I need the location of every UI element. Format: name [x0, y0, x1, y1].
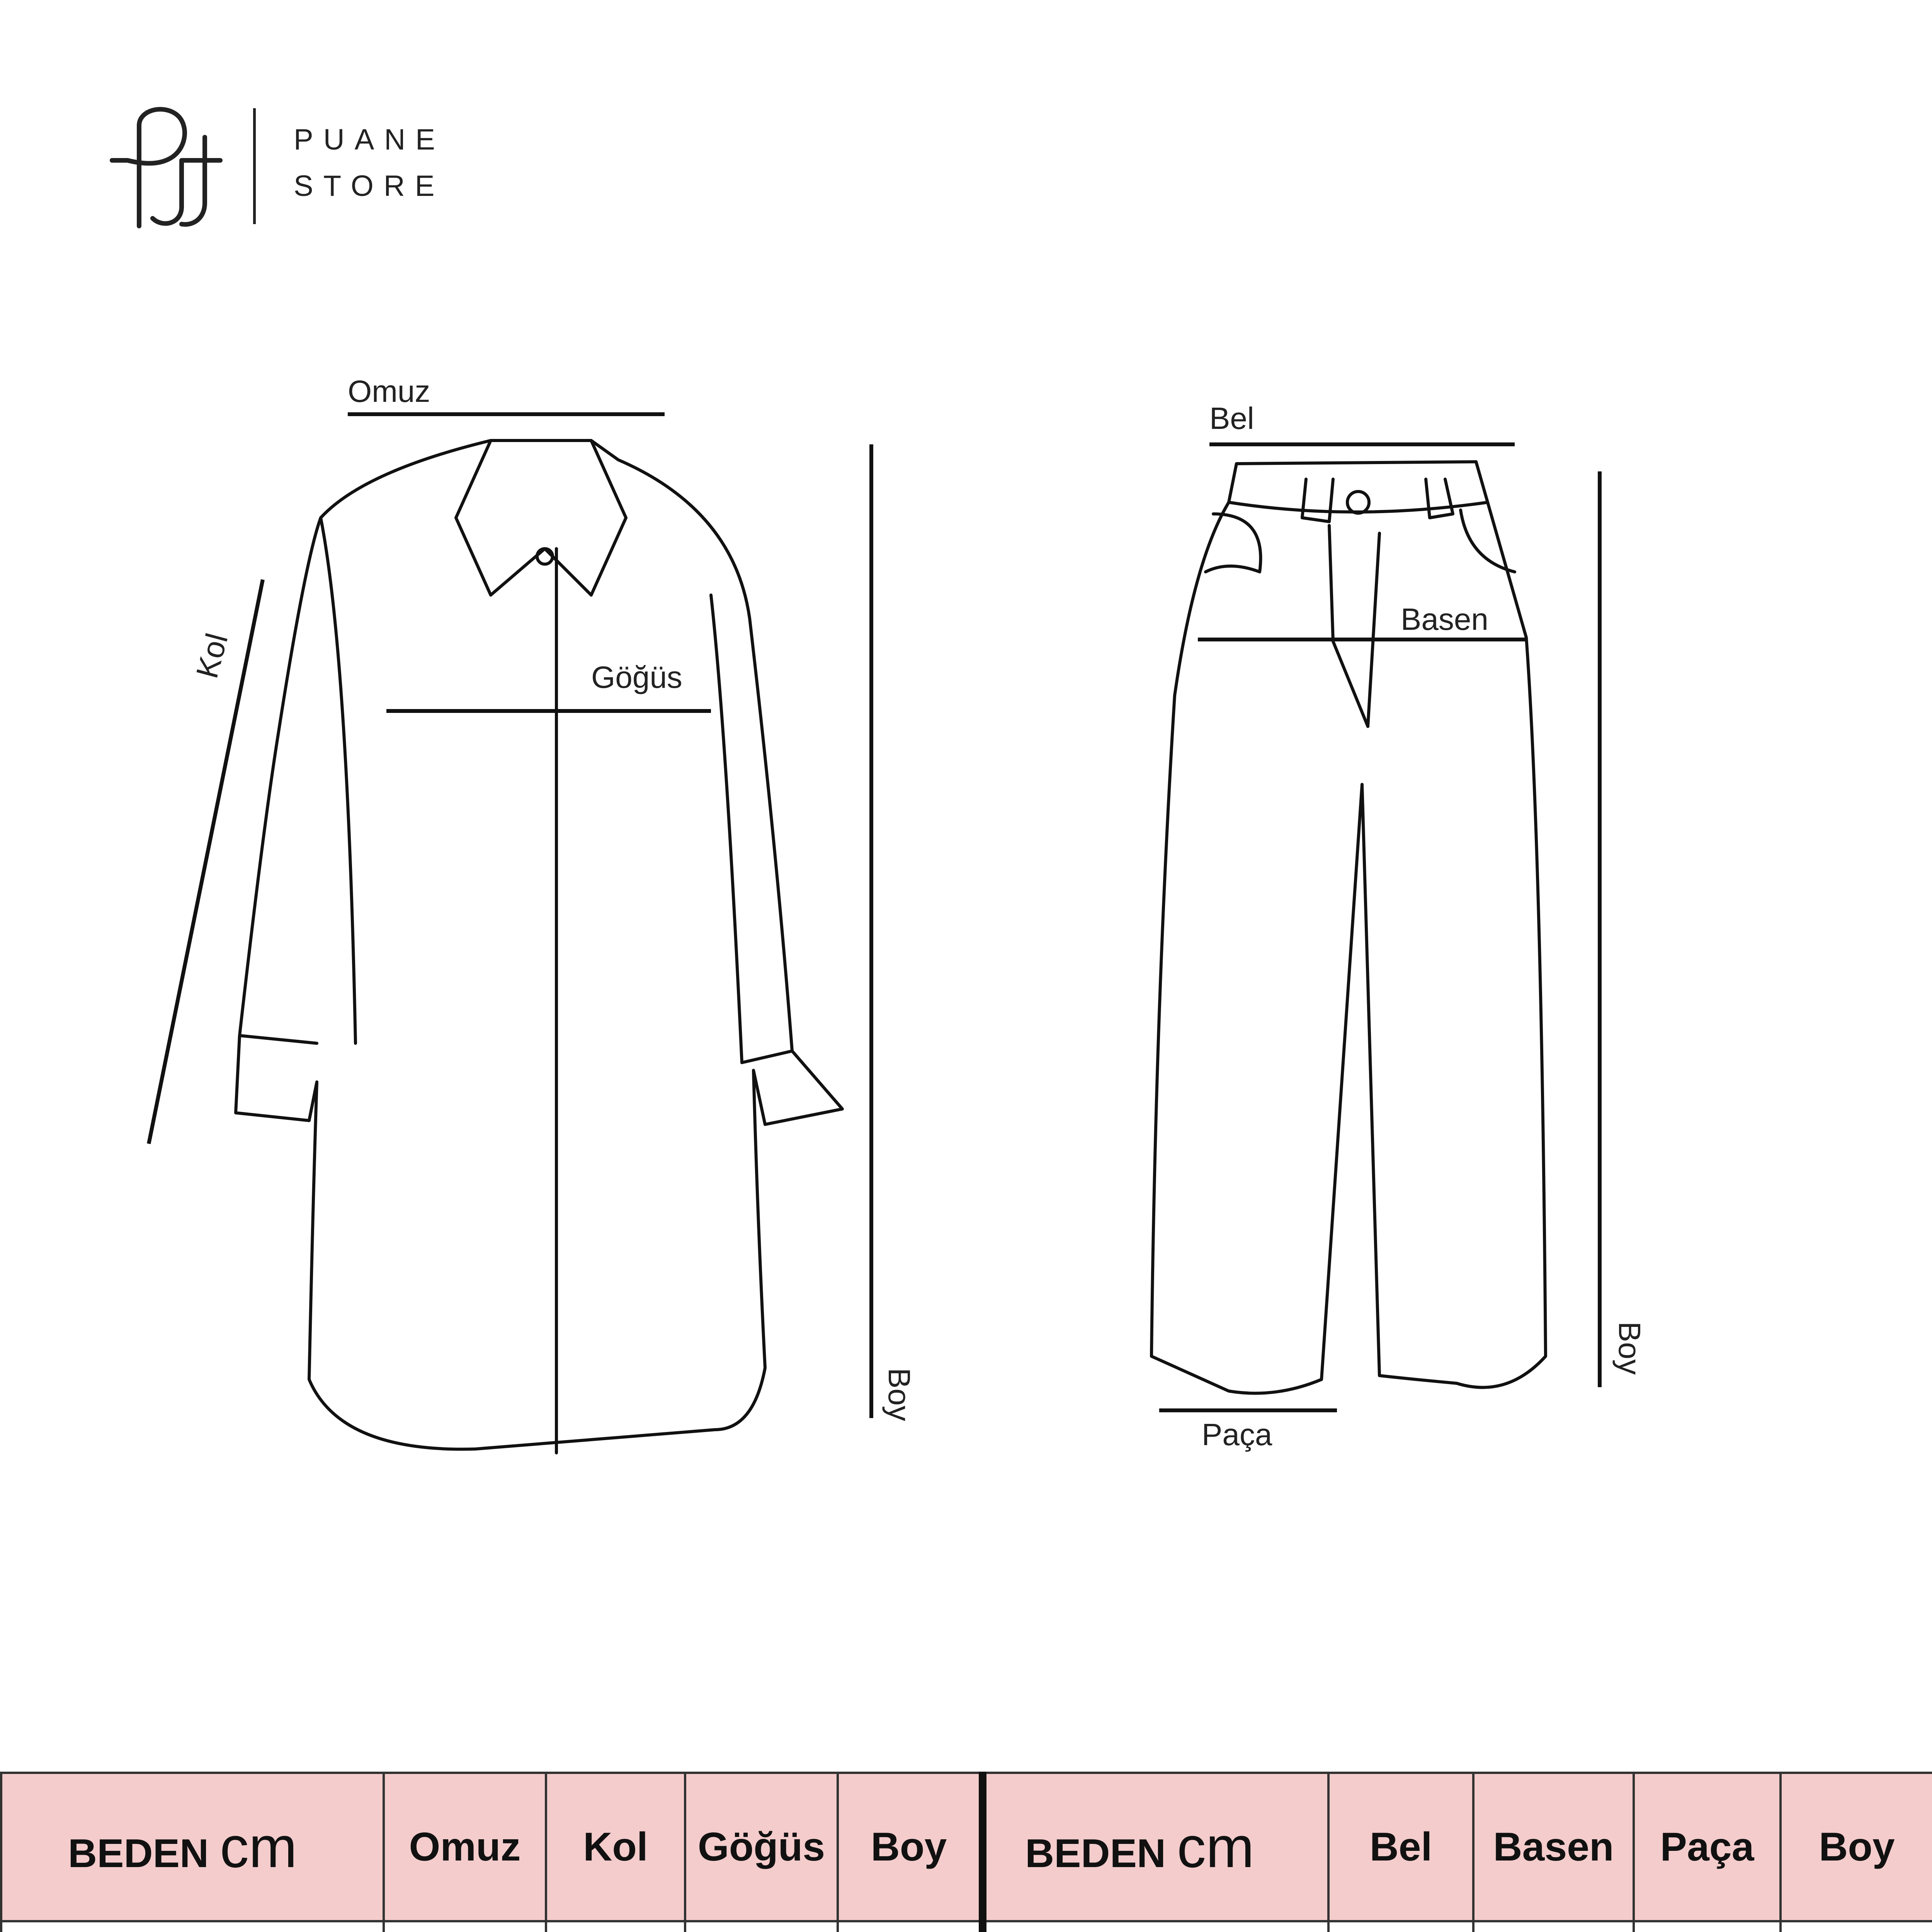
size-cell — [983, 1921, 1328, 1932]
paca-label: Paça — [1202, 1417, 1272, 1452]
pants-drawing — [1151, 462, 1546, 1393]
col-header-basen: Basen — [1473, 1773, 1634, 1921]
beden-header-label: BEDEN — [1025, 1831, 1166, 1876]
table-row — [1, 1921, 1932, 1932]
pu-monogram-icon — [104, 102, 228, 230]
pants-boy-label: Boy — [1612, 1321, 1647, 1375]
col-header-omuz: Omuz — [384, 1773, 546, 1921]
unit-label: cm — [1177, 1814, 1254, 1879]
col-header-paca: Paça — [1634, 1773, 1781, 1921]
basen-label: Basen — [1401, 602, 1488, 636]
brand-name-line-1: PUANE — [294, 123, 445, 156]
col-header-gogus: Göğüs — [685, 1773, 838, 1921]
beden-header-bottom — [983, 1773, 1328, 1921]
basen-cell — [1473, 1921, 1634, 1932]
omuz-cell — [384, 1921, 546, 1932]
gogus-cell — [685, 1921, 838, 1932]
unit-label: cm — [219, 1814, 297, 1879]
kol-label: Kol — [189, 629, 235, 682]
size-chart-table — [0, 1772, 1932, 1932]
gogus-label: Göğüs — [591, 660, 682, 694]
bel-cell — [1328, 1921, 1473, 1932]
omuz-label: Omuz — [348, 374, 430, 408]
shirt-boy-label: Boy — [882, 1368, 917, 1421]
kol-cell — [546, 1921, 685, 1932]
col-header-top-boy: Boy — [838, 1773, 983, 1921]
col-header-bel: Bel — [1328, 1773, 1473, 1921]
top-boy-cell — [838, 1921, 983, 1932]
brand-name-line-2: STORE — [294, 170, 445, 202]
bottom-boy-cell — [1781, 1921, 1932, 1932]
brand-divider — [253, 108, 256, 224]
beden-header-label: BEDEN — [68, 1831, 209, 1876]
beden-header-top — [1, 1773, 384, 1921]
paca-cell — [1634, 1921, 1781, 1932]
garment-measurement-diagram — [0, 348, 1932, 1507]
table-header-row — [1, 1773, 1932, 1921]
shirt-drawing — [236, 440, 842, 1453]
size-cell — [1, 1921, 384, 1932]
col-header-kol: Kol — [546, 1773, 685, 1921]
col-header-bottom-boy: Boy — [1781, 1773, 1932, 1921]
bel-label: Bel — [1209, 401, 1254, 435]
